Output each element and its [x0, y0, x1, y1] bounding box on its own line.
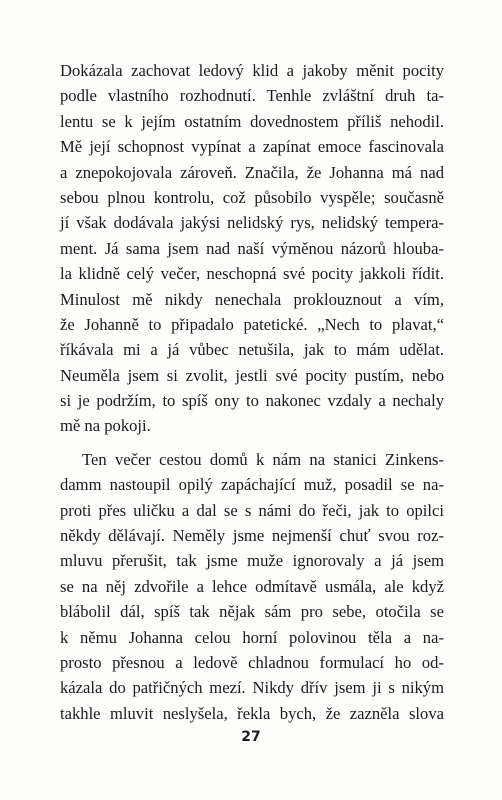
text-line: Ten večer cestou domů k nám na stanici Zinkens-: [82, 449, 444, 469]
paragraph-1: [60, 58, 444, 439]
text-line: blábolil dál, spíš tak nějak sám pro sebe, otočila se: [60, 602, 444, 622]
text-line: takhle mluvit neslyšela, řekla bych, že zazněla slova: [60, 703, 444, 723]
text-line: lentu se k jejím ostatním dovednostem příliš nehodil.: [60, 111, 444, 131]
page-number: 27: [241, 729, 261, 745]
text-line: podle vlastního rozhodnutí. Tenhle zvláštní druh ta-: [60, 86, 444, 106]
text-line: kázala do patřičných mezí. Nikdy dřív jsem ji s nikým: [60, 678, 444, 698]
text-line: sebou plnou kontrolu, což působilo vyspěle; současně: [60, 187, 444, 207]
text-line: Dokázala zachovat ledový klid a jakoby měnit pocity: [60, 61, 444, 80]
text-line: si je podržím, to spíš ony to nakonec vzdaly a nechaly: [60, 391, 444, 411]
text-line: prosto přesnou a ledově chladnou formulací ho od-: [60, 652, 444, 672]
text-line: někdy dělávají. Neměly jsme nejmenší chuť svou roz-: [60, 526, 444, 546]
text-line: se na něj zdvořile a lehce odmítavě usmála, ale když: [60, 576, 444, 596]
text-line: jí však dodávala jakýsi nelidský rys, nelidský tempera-: [60, 213, 444, 233]
text-line: Minulost mě nikdy nenechala proklouznout a vím,: [60, 289, 444, 309]
text-line: mluvu přerušit, tak jsme muže ignorovaly a já jsem: [60, 551, 444, 571]
text-line: Mě její schopnost vypínat a zapínat emoce fascinovala: [60, 137, 444, 157]
text-line: Neuměla jsem si zvolit, jestli své pocity pustím, nebo: [60, 365, 444, 385]
body-text: [60, 58, 444, 726]
text-line: proti přes uličku a dal se s námi do řeči, jak to opilci: [60, 500, 444, 520]
text-line: říkávala mi a já vůbec netušila, jak to mám udělat.: [60, 340, 444, 360]
paragraph-spacer: [60, 439, 444, 447]
text-line: že Johanně to připadalo patetické. „Nech to plavat,“: [60, 314, 444, 334]
text-line: ment. Já sama jsem nad naší výměnou názorů hlouba-: [60, 238, 444, 258]
text-line: a znepokojovala zároveň. Značila, že Johanna má nad: [60, 162, 444, 182]
text-line: k němu Johanna celou horní polovinou těla a na-: [60, 627, 444, 647]
text-line: la klidně celý večer, neschopná své pocity jakkoli řídit.: [60, 264, 444, 284]
text-line: damm nastoupil opilý zapáchající muž, posadil se na-: [60, 475, 444, 495]
text-line: mě na pokoji.: [60, 416, 151, 436]
paragraph-2: [60, 447, 444, 726]
